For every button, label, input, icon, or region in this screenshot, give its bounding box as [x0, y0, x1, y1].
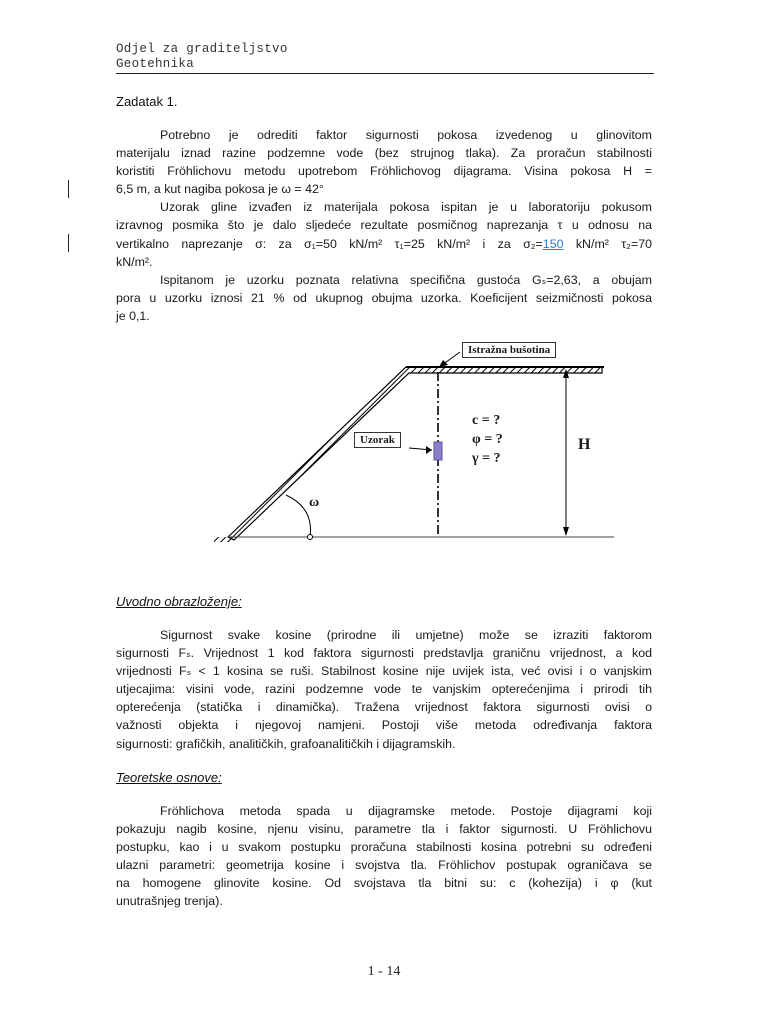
header-divider [116, 73, 654, 74]
ground-surface [228, 367, 602, 540]
intro-heading: Uvodno obrazloženje: [116, 594, 242, 609]
theory-paragraph [116, 802, 652, 911]
page-number: 1 - 14 [367, 964, 401, 979]
theory-heading: Teoretske osnove: [116, 770, 222, 785]
param-unit-weight: γ = ? [472, 451, 501, 466]
text-line: Fröhlichova metoda spada u dijagramske metode. Postoje dijagrami koji [160, 804, 652, 818]
text-line: opterećenja (statička i dinamička). Tražena vrijednost faktora sigurnosti ovisi o [116, 700, 652, 715]
text-line: pokazuju nagib kosine, njenu visinu, parametre tla i faktor sigurnosti. U Fröhlichovu [116, 822, 652, 837]
toe-point [308, 535, 313, 540]
text-line: izravnog posmika što je dalo sljedeće rezultate posmičnog naprezanja τ u odnosu na [116, 218, 652, 233]
slope-diagram [214, 350, 618, 550]
sample-arrowhead [426, 446, 432, 454]
text-line: ulazni parametri: geometrija kosine i svojstva tla. Fröhlichov postupak ograničava se [116, 858, 652, 873]
text-line: važnosti objekta i njegovoj namjeni. Postoji više metoda određivanja faktora [116, 718, 652, 733]
value-link[interactable]: 150 [542, 236, 564, 251]
param-friction: φ = ? [472, 432, 503, 447]
text-line: Sigurnost svake kosine (prirodne ili umjetne) može se izraziti faktorom [160, 628, 652, 642]
document-header [116, 42, 654, 72]
task-title: Zadatak 1. [116, 94, 178, 109]
text-line: Uzorak gline izvađen iz materijala pokosa ispitan je u laboratoriju pokusom [160, 200, 652, 215]
header-department: Odjel za graditeljstvo [116, 42, 288, 56]
borehole-label: Istražna bušotina [462, 342, 556, 358]
toe-ground [214, 537, 234, 542]
sample-label: Uzorak [354, 432, 401, 448]
text-fragment: kN/m² τ₂=70 [563, 236, 652, 251]
text-line: 6,5 m, a kut nagiba pokosa je ω = 42° [116, 182, 324, 197]
text-line: materijalu iznad razine podzemne vode (bez strujnog tlaka). Za proračun stabilnosti [116, 146, 652, 161]
angle-arc [286, 495, 311, 537]
text-line: unutrašnjeg trenja). [116, 894, 223, 909]
revision-bar [68, 234, 69, 252]
text-line: pora u uzorku iznosi 21 % od ukupnog obujma uzorka. Koeficijent seizmičnosti pokosa [116, 290, 652, 305]
slope-figure [214, 344, 618, 550]
text-fragment: vertikalno naprezanje σ: za σ₁=50 kN/m² τ₁=25 kN/m² i za σ₂= [116, 236, 543, 251]
text-line [116, 235, 652, 253]
angle-label: ω [309, 495, 320, 510]
intro-paragraph [116, 626, 652, 753]
sample-marker [434, 442, 442, 460]
text-line: kN/m². [116, 254, 153, 269]
param-cohesion: c = ? [472, 413, 501, 428]
text-line: sigurnosti: grafičkih, analitičkih, grafoanalitičkih i dijagramskih. [116, 736, 456, 751]
text-line: Ispitanom je uzorku poznata relativna specifična gustoća Gₛ=2,63, a obujam [160, 272, 652, 287]
text-line: je 0,1. [116, 308, 150, 323]
height-arrow-bottom [563, 527, 569, 536]
text-line: postupku, kao i u svakom postupku proračuna stabilnosti kosina potrebni su određeni [116, 840, 652, 855]
text-line: utjecajima: visini vode, razini podzemne vode te vanjskim opterećenjima i prirodi tih [116, 682, 652, 697]
task-paragraph [116, 126, 652, 325]
text-line: koristiti Fröhlichovu metodu upotrebom Fröhlichovog dijagrama. Visina pokosa H = [116, 164, 652, 179]
height-label: H [578, 436, 591, 453]
header-subject: Geotehnika [116, 57, 195, 71]
revision-bar [68, 180, 69, 198]
text-line: vrijednosti Fₛ < 1 kosina se ruši. Stabilnost kosine nije uvijek ista, već ovisi i o vanjskim [116, 664, 652, 679]
text-line: sigurnosti Fₛ. Vrijednost 1 kod faktora sigurnosti predstavlja graničnu vrijednost, a kod [116, 646, 652, 661]
text-line: Potrebno je odrediti faktor sigurnosti pokosa izvedenog u glinovitom [160, 128, 652, 142]
text-line: na homogene glinovite kosine. Od svojstava tla bitni su: c (kohezija) i φ (kut [116, 876, 652, 891]
